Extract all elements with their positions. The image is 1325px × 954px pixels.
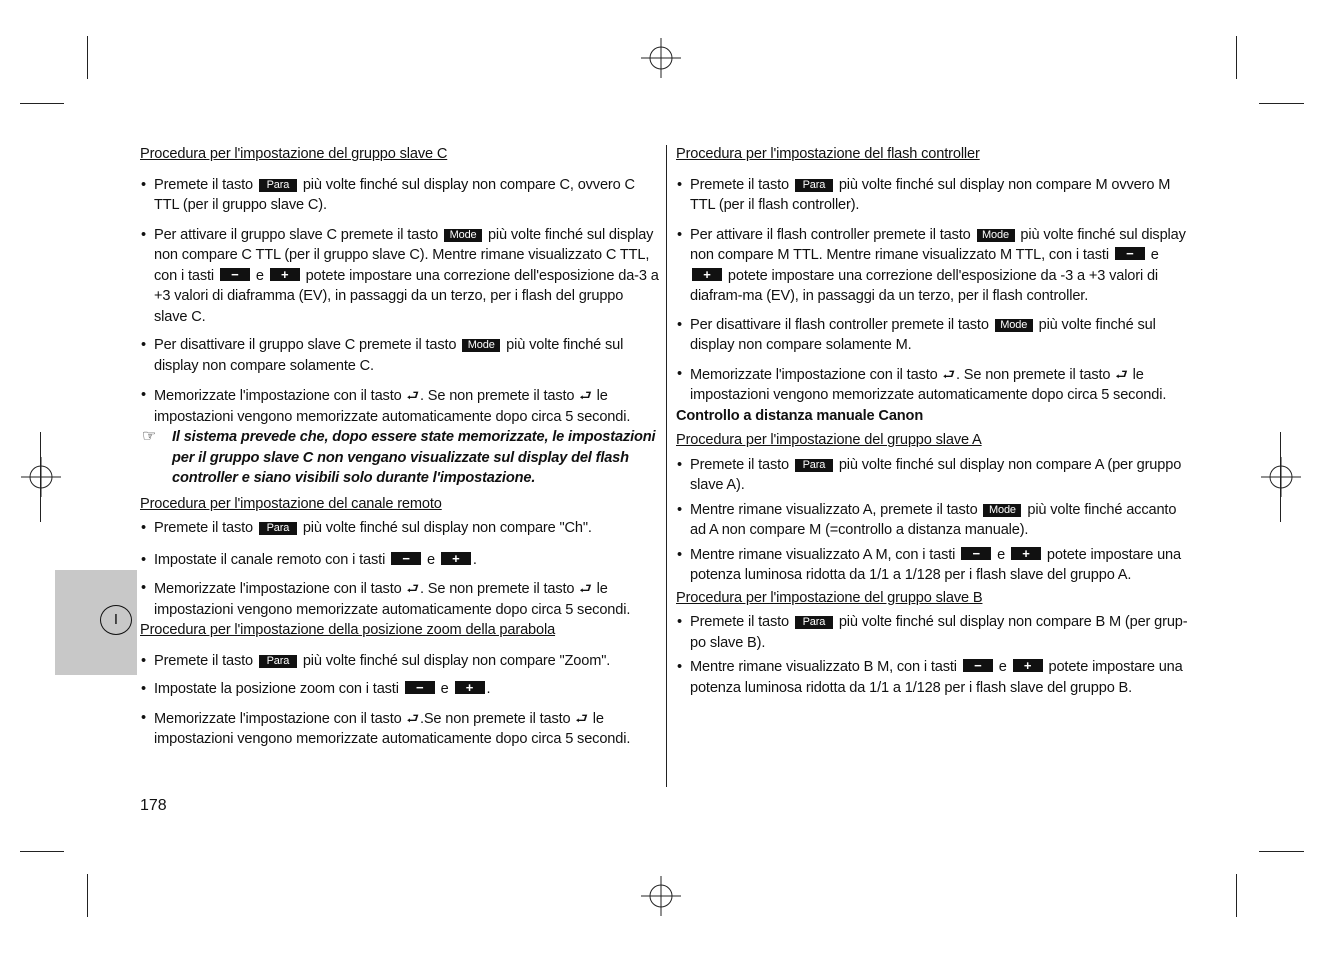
pointing-hand-icon: ☞	[142, 428, 157, 445]
crop-mark	[1236, 874, 1237, 917]
bullet-list	[676, 612, 1196, 698]
crop-mark	[1259, 851, 1304, 852]
list-item: • Per attivare il flash controller premete il tasto Mode più volte finché sul display non compare M TTL. Mentre rimane visualizzato M TTL, con i tasti − e + potete impostare una correzione dell'esposizione da -3 a +3 valori di diafram-ma (EV), in passaggi da un terzo, per il flash controller.	[676, 225, 1196, 307]
minus-key-icon: −	[391, 552, 421, 565]
plus-key-icon: +	[1013, 659, 1043, 672]
para-key-icon: Para	[259, 522, 297, 535]
crop-mark	[20, 851, 64, 852]
list-item: • Memorizzate l'impostazione con il tasto ⮐. Se non premete il tasto ⮐ le impostazioni vengono memorizzate automaticamente dopo circa 5 secondi.	[140, 385, 660, 427]
list-item: • Premete il tasto Para più volte finché sul display non compare B M (per grup-po slave B).	[676, 612, 1196, 653]
list-item: • Per attivare il gruppo slave C premete il tasto Mode più volte finché sul display non compare C TTL (per il gruppo slave C). Mentre rimane visualizzato C TTL, con i tasti − e + potete impostare una correzione dell'esposizione da-3 a +3 valori di diaframma (EV), in passaggi da un terzo, per i flash del gruppo slave C.	[140, 225, 660, 328]
enter-key-icon: ⮐	[579, 387, 592, 403]
plus-key-icon: +	[455, 681, 485, 694]
bullet-list	[676, 175, 1196, 406]
registration-mark-icon	[641, 38, 681, 78]
list-item: • Per disattivare il flash controller premete il tasto Mode più volte finché sul display non compare solamente M.	[676, 315, 1196, 356]
left-column	[140, 144, 660, 750]
column-divider	[666, 145, 667, 787]
para-key-icon: Para	[795, 616, 833, 629]
mode-key-icon: Mode	[977, 229, 1015, 242]
section-heading: Procedura per l'impostazione del canale remoto	[140, 495, 442, 512]
list-item: • Premete il tasto Para più volte finché sul display non compare "Ch".	[140, 518, 660, 539]
enter-key-icon: ⮐	[406, 709, 419, 726]
para-key-icon: Para	[259, 179, 297, 192]
bullet-list	[676, 455, 1196, 586]
minus-key-icon: −	[961, 547, 991, 560]
subsection-title: Controllo a distanza manuale Canon	[676, 407, 924, 424]
page-number: 178	[140, 797, 167, 814]
para-key-icon: Para	[259, 655, 297, 668]
list-item: • Premete il tasto Para più volte finché sul display non compare "Zoom".	[140, 651, 660, 672]
mode-key-icon: Mode	[983, 504, 1021, 517]
minus-key-icon: −	[220, 268, 250, 281]
section-heading: Procedura per l'impostazione del gruppo slave C	[140, 146, 448, 162]
plus-key-icon: +	[1011, 547, 1041, 560]
crop-mark	[1236, 36, 1237, 79]
enter-key-icon: ⮐	[942, 365, 955, 382]
enter-key-icon: ⮐	[1115, 365, 1128, 382]
registration-mark-icon	[21, 457, 61, 497]
crop-mark	[1280, 432, 1281, 522]
section-heading: Procedura per l'impostazione del gruppo slave A	[676, 432, 982, 448]
mode-key-icon: Mode	[995, 319, 1033, 332]
list-item: • Mentre rimane visualizzato B M, con i tasti − e + potete impostare una potenza luminosa ridotta da 1/1 a 1/128 per i flash slave del gruppo B.	[676, 657, 1196, 698]
section-tab-label: I	[100, 605, 132, 635]
bullet-list	[140, 651, 660, 750]
plus-key-icon: +	[270, 268, 300, 281]
crop-mark	[87, 36, 88, 79]
para-key-icon: Para	[795, 179, 833, 192]
crop-mark	[40, 432, 41, 522]
bullet-list	[140, 518, 660, 620]
registration-mark-icon	[1261, 457, 1301, 497]
section-heading: Procedura per l'impostazione del gruppo slave B	[676, 589, 983, 606]
enter-key-icon: ⮐	[406, 580, 419, 596]
note: ☞ Il sistema prevede che, dopo essere state memorizzate, le impostazioni per il gruppo slave C non vengano visualizzate sul display del flash controller e siano visibili solo durante l'impostazione.	[142, 428, 656, 486]
enter-key-icon: ⮐	[579, 580, 592, 596]
list-item: • Mentre rimane visualizzato A, premete il tasto Mode più volte finché accanto ad A non compare M (=controllo a distanza manuale).	[676, 500, 1196, 541]
crop-mark	[87, 874, 88, 917]
section-heading: Procedura per l'impostazione della posizione zoom della parabola	[140, 622, 556, 638]
minus-key-icon: −	[963, 659, 993, 672]
enter-key-icon: ⮐	[575, 709, 588, 726]
list-item: • Memorizzate l'impostazione con il tasto ⮐. Se non premete il tasto ⮐ le impostazioni vengono memorizzate automaticamente dopo circa 5 secondi.	[676, 364, 1196, 406]
list-item: • Memorizzate l'impostazione con il tasto ⮐. Se non premete il tasto ⮐ le impostazioni vengono memorizzate automaticamente dopo circa 5 secondi.	[140, 578, 660, 620]
bullet-list	[140, 175, 660, 428]
minus-key-icon: −	[405, 681, 435, 694]
minus-key-icon: −	[1115, 247, 1145, 260]
list-item: • Premete il tasto Para più volte finché sul display non compare A (per gruppo slave A).	[676, 455, 1196, 496]
right-column	[676, 144, 1196, 698]
plus-key-icon: +	[692, 268, 722, 281]
mode-key-icon: Mode	[444, 229, 482, 242]
list-item: • Premete il tasto Para più volte finché sul display non compare C, ovvero C TTL (per il gruppo slave C).	[140, 175, 660, 216]
para-key-icon: Para	[795, 459, 833, 472]
list-item: • Premete il tasto Para più volte finché sul display non compare M ovvero M TTL (per il flash controller).	[676, 175, 1196, 216]
list-item: • Per disattivare il gruppo slave C premete il tasto Mode più volte finché sul display non compare solamente C.	[140, 335, 660, 376]
list-item: • Memorizzate l'impostazione con il tasto ⮐.Se non premete il tasto ⮐ le impostazioni vengono memorizzate automaticamente dopo circa 5 secondi.	[140, 708, 660, 750]
enter-key-icon: ⮐	[406, 387, 419, 403]
crop-mark	[20, 103, 64, 104]
list-item: • Impostate la posizione zoom con i tasti − e + .	[140, 679, 660, 700]
list-item: • Impostate il canale remoto con i tasti − e + .	[140, 550, 660, 571]
section-heading: Procedura per l'impostazione del flash controller	[676, 146, 980, 162]
list-item: • Mentre rimane visualizzato A M, con i tasti − e + potete impostare una potenza luminosa ridotta da 1/1 a 1/128 per i flash slave del gruppo A.	[676, 545, 1196, 586]
registration-mark-icon	[641, 876, 681, 916]
crop-mark	[1259, 103, 1304, 104]
plus-key-icon: +	[441, 552, 471, 565]
mode-key-icon: Mode	[462, 339, 500, 352]
